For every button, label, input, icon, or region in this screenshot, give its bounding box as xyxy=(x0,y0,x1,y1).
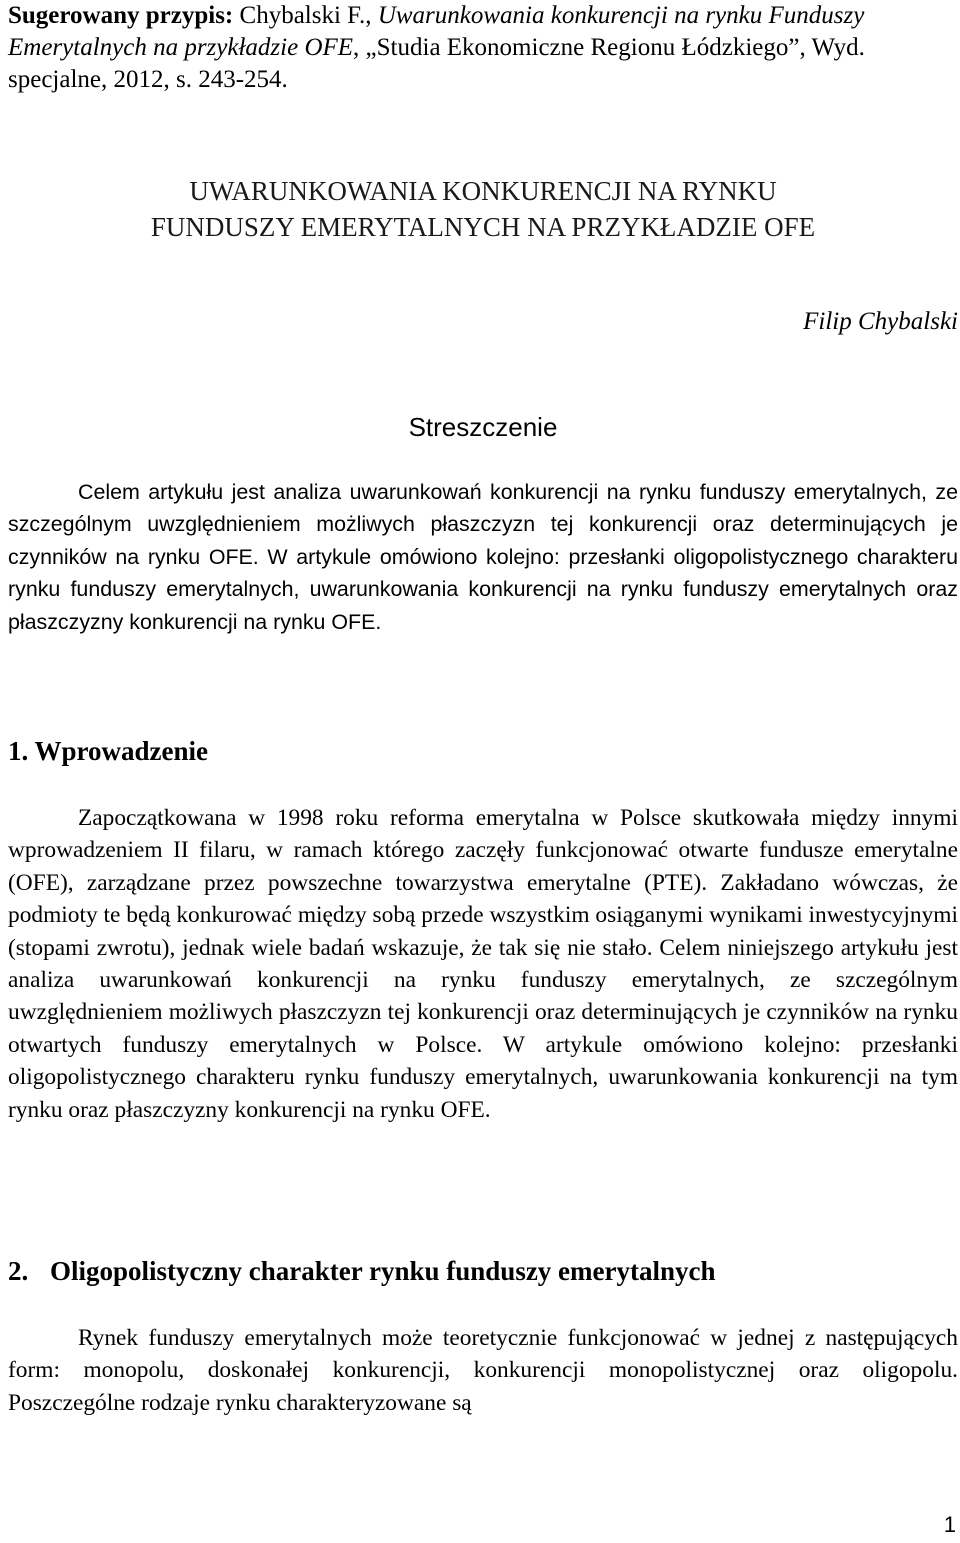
citation-title: Uwarunkowania konkurencji na rynku Funduszy Emerytalnych na przykładzie OFE xyxy=(8,2,865,61)
paper-title-line-2: FUNDUSZY EMERYTALNYCH NA PRZYKŁADZIE OFE xyxy=(150,212,816,242)
page-number: 1 xyxy=(943,1512,956,1537)
paper-author: Filip Chybalski xyxy=(803,308,958,335)
section-2-paragraph: Rynek funduszy emerytalnych może teoretycznie funkcjonować w jednej z następujących form: monopolu, doskonałej konkurencji, konkurencji monopolistycznej oraz oligopolu. Poszczególne rodzaje rynku charakteryzowane są xyxy=(8,1325,958,1416)
abstract-text: Celem artykułu jest analiza uwarunkowań konkurencji na rynku funduszy emerytalnych, ze szczególnym uwzględnieniem możliwych płaszczyzn tej konkurencji oraz determinujących je czynników na rynku OFE. W artykule omówiono kolejno: przesłanki oligopolistycznego charakteru rynku funduszy emerytalnych, uwarunkowania konkurencji na rynku funduszy emerytalnych oraz płaszczyzny konkurencji na rynku OFE. xyxy=(8,480,958,634)
paper-title xyxy=(8,173,958,245)
section-2-title: Oligopolistyczny charakter rynku funduszy emerytalnych xyxy=(50,1256,716,1286)
abstract-heading: Streszczenie xyxy=(408,412,558,442)
document-page xyxy=(8,0,958,1543)
section-2-heading xyxy=(8,1254,716,1288)
citation-label: Sugerowany przypis: xyxy=(8,2,234,29)
paper-title-line-1: UWARUNKOWANIA KONKURENCJI NA RYNKU xyxy=(189,176,777,206)
citation-source: , „Studia Ekonomiczne Regionu Łódzkiego”, Wyd. specjalne, 2012, s. 243-254. xyxy=(8,34,865,93)
suggested-citation xyxy=(8,0,958,96)
section-2-number: 2. xyxy=(8,1256,29,1286)
citation-author: Chybalski F., xyxy=(233,2,378,29)
section-1-heading: 1. Wprowadzenie xyxy=(8,736,209,766)
section-1-paragraph: Zapoczątkowana w 1998 roku reforma emerytalna w Polsce skutkowała między innymi wprowadzeniem II filaru, w ramach którego zaczęły funkcjonować otwarte fundusze emerytalne (OFE), zarządzane przez powszechne towarzystwa emerytalne (PTE). Zakładano wówczas, że podmioty te będą konkurować między sobą przede wszystkim osiąganymi wynikami inwestycyjnymi (stopami zwrotu), jednak wiele badań wskazuje, że tak się nie stało. Celem niniejszego artykułu jest analiza uwarunkowań konkurencji na rynku funduszy emerytalnych, ze szczególnym uwzględnieniem możliwych płaszczyzn tej konkurencji oraz determinujących je czynników na rynku otwartych funduszy emerytalnych w Polsce. W artykule omówiono kolejno: przesłanki oligopolistycznego charakteru rynku funduszy emerytalnych, uwarunkowania konkurencji na tym rynku oraz płaszczyzny konkurencji na rynku OFE. xyxy=(8,805,958,1123)
